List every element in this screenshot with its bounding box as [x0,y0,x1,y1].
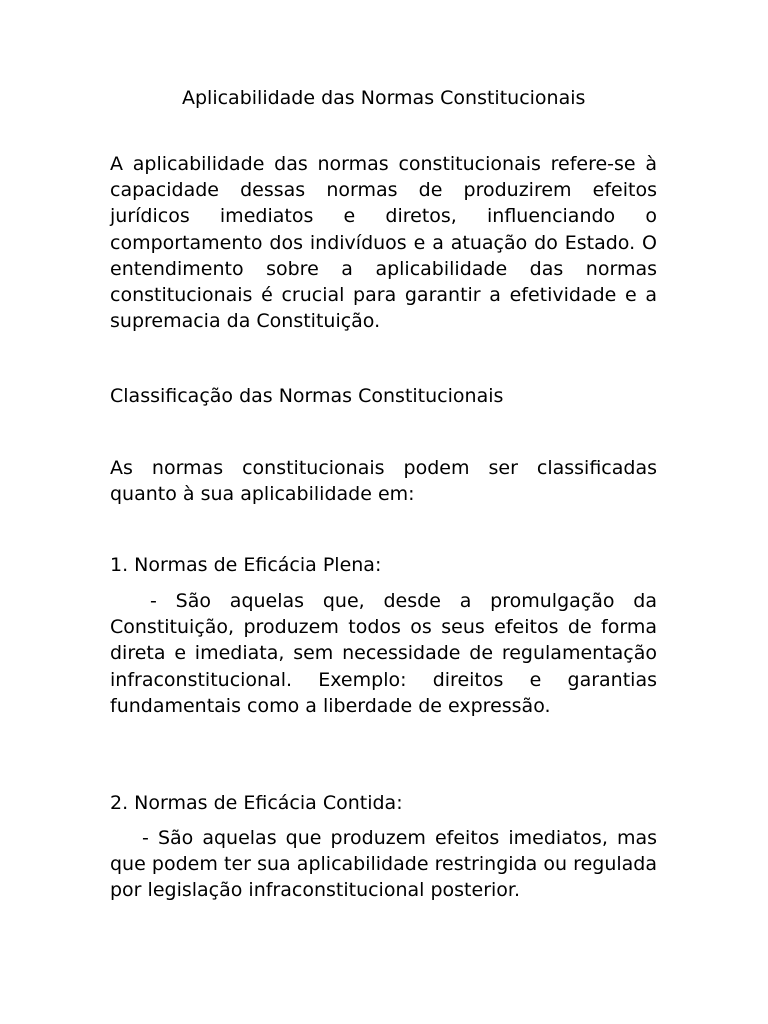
intro-paragraph: A aplicabilidade das normas constitucionais refere-se à capacidade dessas normas de produzirem efeitos jurídicos imediatos e diretos, influenciando o comportamento dos indivíduos e a atuação do Estado. O entendimento sobre a aplicabilidade das normas constitucionais é crucial para garantir a efetividade e a supremacia da Constituição. [110,153,657,333]
section-heading: Classificação das Normas Constitucionais [110,385,504,407]
item-1-paragraph: - São aquelas que, desde a promulgação da Constituição, produzem todos os seus efeitos de forma direta e imediata, sem necessidade de regulamentação infraconstitucional. Exemplo: direitos e garantias fundamentais como a liberdade de expressão. [110,590,657,717]
section-intro-paragraph: As normas constitucionais podem ser classificadas quanto à sua aplicabilidade em: [110,457,657,506]
item-1-heading: 1. Normas de Eficácia Plena: [110,554,382,576]
item-2-heading: 2. Normas de Eficácia Contida: [110,792,403,814]
document-title: Aplicabilidade das Normas Constitucionais [182,87,586,109]
item-2-paragraph: - São aquelas que produzem efeitos imediatos, mas que podem ter sua aplicabilidade restringida ou regulada por legislação infraconstitucional posterior. [110,827,657,902]
